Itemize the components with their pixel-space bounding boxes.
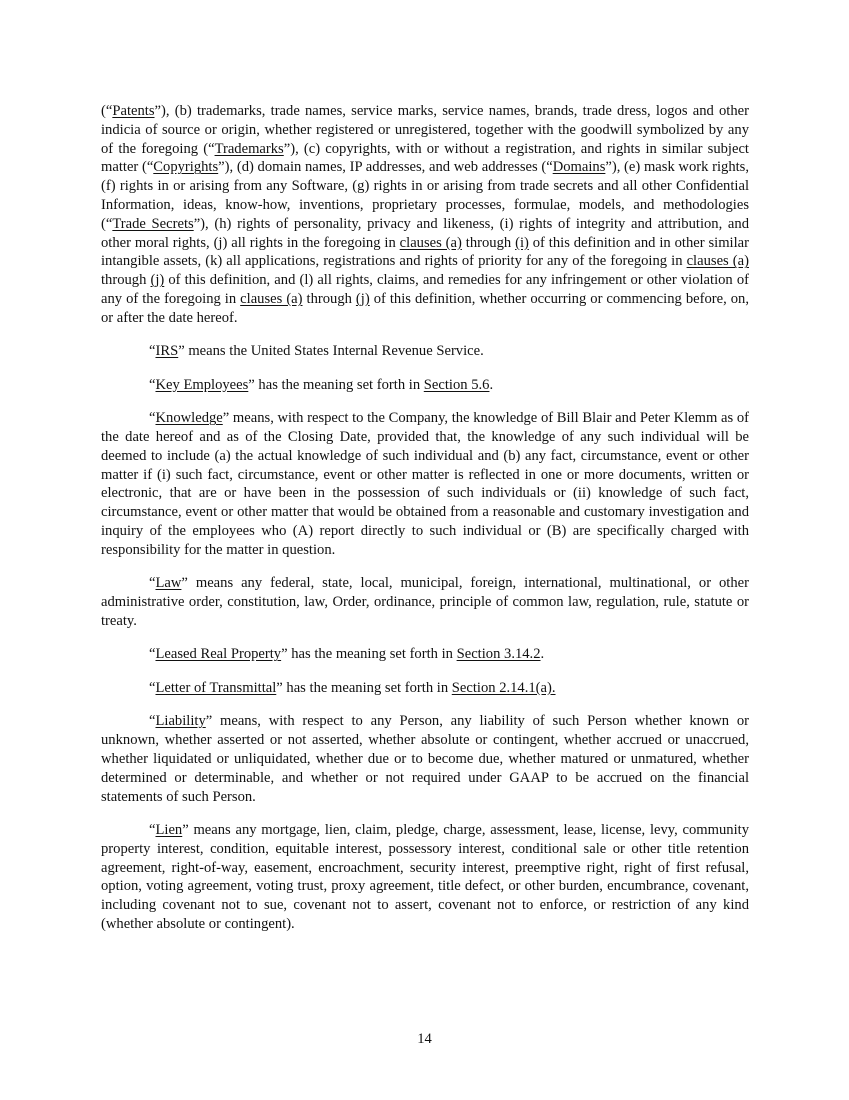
text-run: “	[149, 343, 156, 360]
text-run: of this definition, and (l) all rights, claims, and remedies for any infringement or other violation of any of the foregoing in	[101, 272, 749, 307]
text-run: “	[149, 713, 156, 730]
text-run: ” means any federal, state, local, municipal, foreign, international, multinational, or other administrative order, constitution, law, Order, ordinance, principle of common law, regulation, rule, statute or treaty.	[101, 575, 749, 629]
paragraph-definition-key-employees	[101, 376, 749, 395]
text-run: ”), (h) rights of personality, privacy and likeness, (i) rights of integrity and attribution, and other moral rights, (j) all rights in the foregoing in	[101, 215, 750, 251]
text-run: ” means, with respect to any Person, any liability of such Person whether known or unknown, whether asserted or not asserted, whether absolute or contingent, whether accrued or unaccrued, whether liquidated or unliquidated, whether due or to become due, whether matured or unmatured, whether determined or determinable, and whether or not required under GAAP to be accrued on the financial statements of such Person.	[101, 713, 749, 805]
defined-term-reference: Key Employees	[155, 376, 249, 393]
defined-term-reference: (j)	[355, 290, 370, 307]
text-run: through	[302, 290, 356, 307]
text-run: through	[461, 234, 516, 251]
text-run: ”), (e) mask work rights, (f) rights in or arising from any Software, (g) rights in or arising from trade secrets and all other Confidential Information, ideas, know-how, inventions, proprietary processes, formulae, models, and methodologies (“	[101, 159, 749, 232]
paragraph-definition-leased-real-property	[101, 645, 749, 664]
defined-term-reference: Trade Secrets	[112, 215, 194, 232]
text-run: .	[489, 376, 494, 393]
defined-term-reference: Section 5.6	[423, 376, 490, 393]
text-run: ” has the meaning set forth in	[281, 646, 457, 663]
text-run: “	[149, 376, 156, 393]
text-run: “	[149, 410, 156, 427]
defined-term-reference: Law	[155, 575, 182, 592]
text-run: ” has the meaning set forth in	[248, 376, 424, 393]
page-number: 14	[417, 1031, 432, 1047]
defined-term-reference: Knowledge	[155, 410, 223, 427]
defined-term-reference: (i)	[515, 234, 529, 251]
text-run: “	[149, 822, 156, 838]
text-run: (“	[101, 103, 113, 119]
paragraph-definition-letter-of-transmittal	[101, 679, 749, 698]
text-run: “	[149, 646, 156, 663]
defined-term-reference: Patents	[112, 103, 155, 119]
paragraph-definition-liability	[101, 712, 749, 806]
defined-term-reference: Copyrights	[153, 159, 219, 176]
defined-term-reference: Domains	[552, 159, 606, 176]
text-run: ” means the United States Internal Revenue Service.	[178, 343, 484, 360]
text-run: “	[149, 575, 156, 592]
defined-term-reference: clauses (a)	[240, 290, 303, 307]
defined-term-reference: clauses (a)	[686, 253, 749, 270]
text-run: ” means any mortgage, lien, claim, pledge, charge, assessment, lease, license, levy, community property interest, condition, equitable interest, possessory interest, conditional sale or other title retention agreement, right-of-way, easement, encroachment, security interest, preemptive right, right of first refusal, option, voting agreement, voting trust, proxy agreement, title defect, or other burden, encumbrance, covenant, including covenant not to sue, covenant not to assert, covenant not to enforce, or restriction of any kind (whether absolute or contingent).	[101, 822, 749, 932]
document-body	[101, 102, 749, 948]
text-run: ”), (d) domain names, IP addresses, and web addresses (“	[218, 159, 553, 176]
text-run: of this definition and in other similar intangible assets, (k) all applications, registrations and rights of priority for any of the foregoing in	[101, 234, 749, 270]
text-run: ”), (b) trademarks, trade names, service marks, service names, brands, trade dress, logos and other indicia of source or origin, whether registered or unregistered, together with the goodwill symbolized by any of the foregoing (“	[101, 103, 749, 157]
text-run: through	[101, 272, 151, 289]
paragraph-intellectual-property-continuation	[101, 102, 749, 328]
defined-term-reference: clauses (a)	[399, 234, 462, 251]
text-run: ” means, with respect to the Company, the knowledge of Bill Blair and Peter Klemm as of the date hereof and as of the Closing Date, provided that, the knowledge of any such individual will be deemed to include (a) the actual knowledge of such individual and (b) any fact, circumstance, event or other matter if (i) such fact, circumstance, event or other matter is reflected in one or more documents, written or electronic, that are or have been in the possession of such individuals or (ii) knowledge of such fact, circumstance, event or other matter that would be obtained from a reasonable and customary investigation and inquiry of the employees who (A) report directly to such individual or (B) are specifically charged with responsibility for the matter in question.	[101, 410, 749, 558]
defined-term-reference: IRS	[155, 343, 179, 360]
defined-term-reference: Section 2.14.1(a).	[451, 679, 556, 696]
text-run: ”), (c) copyrights, with or without a registration, and rights in similar subject matter (“	[101, 140, 749, 176]
defined-term-reference: Trademarks	[214, 140, 284, 157]
paragraph-definition-law	[101, 574, 749, 630]
defined-term-reference: Letter of Transmittal	[155, 679, 277, 696]
text-run: “	[149, 679, 156, 696]
defined-term-reference: Liability	[155, 713, 206, 730]
defined-term-reference: Lien	[155, 822, 183, 838]
defined-term-reference: Leased Real Property	[155, 646, 282, 663]
defined-term-reference: Section 3.14.2	[456, 646, 541, 663]
text-run: .	[540, 646, 545, 663]
paragraph-definition-irs	[101, 342, 749, 361]
text-run: ” has the meaning set forth in	[276, 679, 452, 696]
text-run: of this definition, whether occurring or commencing before, on, or after the date hereof.	[101, 290, 749, 326]
paragraph-definition-knowledge	[101, 409, 749, 559]
paragraph-definition-lien	[101, 821, 749, 934]
defined-term-reference: (j)	[150, 272, 165, 289]
